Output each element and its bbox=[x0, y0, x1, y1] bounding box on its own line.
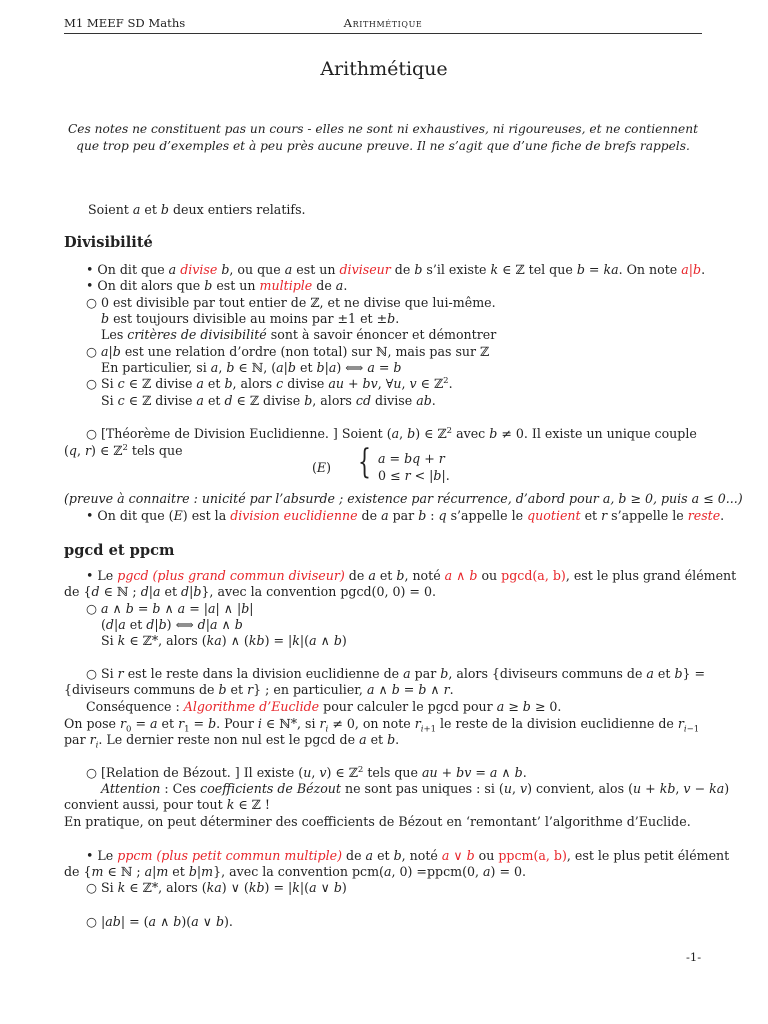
intro-text: Soient a et b deux entiers relatifs. bbox=[88, 202, 306, 217]
term-pgcd: pgcd (plus grand commun diviseur) bbox=[117, 568, 345, 583]
bezout-attention-cont: convient aussi, pour tout k ∈ ℤ ! bbox=[64, 797, 270, 812]
fact-trivial-divisors: b est toujours divisible au moins par ±1 et ±b. bbox=[101, 311, 400, 326]
fact-product: Si c ∈ ℤ divise a et d ∈ ℤ divise b, alors cd divise ab. bbox=[101, 393, 436, 408]
term-division: division euclidienne bbox=[230, 508, 358, 523]
def-divise: • On dit que a divise b, ou que a est un diviseur de b s’il existe k ∈ ℤ tel que b = ka. On note a|b. bbox=[86, 262, 706, 277]
theorem-division-cont: (q, r) ∈ ℤ$^2$ tels que bbox=[64, 442, 183, 458]
header-topic: Arithmétique bbox=[343, 16, 423, 30]
theorem-bezout: ○ [Relation de Bézout. ] Il existe (u, v) ∈ ℤ$^2$ tels que au + bv = a ∧ b. bbox=[86, 764, 527, 780]
disclaimer bbox=[64, 121, 702, 154]
disclaimer-line: Ces notes ne constituent pas un cours - elles ne sont ni exhaustives, ni rigoureuses, et ne contiennent bbox=[67, 122, 698, 136]
def-ppcm: • Le ppcm (plus petit commun multiple) de a et b, noté a ∨ b ou ppcm(a, b), est le plus petit élément bbox=[86, 848, 730, 863]
term-ppcm: ppcm (plus petit commun multiple) bbox=[117, 848, 343, 863]
term-wedge: a ∧ b bbox=[444, 568, 478, 583]
fact-criteres: Les critères de divisibilité sont à savoir énoncer et démontrer bbox=[101, 327, 497, 342]
def-multiple: • On dit alors que b est un multiple de a. bbox=[86, 278, 348, 293]
header-course: M1 MEEF SD Maths bbox=[64, 16, 186, 30]
page-number: -1- bbox=[686, 950, 702, 964]
system-label: (E) bbox=[312, 460, 332, 475]
term-divise: divise bbox=[180, 262, 218, 277]
euclide-steps: On pose $r_0 = a$ et $r_1 = b$. Pour i ∈ ℕ*, si $r_i \ne 0$, on note $r_{i+1}$ le reste de la division euclidienne de $r_{i-1}$ bbox=[64, 716, 700, 735]
theorem-division: ○ [Théorème de Division Euclidienne. ] Soient (a, b) ∈ ℤ$^2$ avec b ≠ 0. Il existe un unique couple bbox=[86, 425, 697, 441]
term-quotient: quotient bbox=[527, 508, 581, 523]
fact-order: ○ a|b est une relation d’ordre (non total) sur ℕ, mais pas sur ℤ bbox=[86, 344, 490, 359]
consequence-euclide: Conséquence : Algorithme d’Euclide pour calculer le pgcd pour a ≥ b ≥ 0. bbox=[86, 699, 562, 714]
term-multiple: multiple bbox=[259, 278, 313, 293]
term-pgcd-notation: pgcd(a, b) bbox=[501, 568, 566, 583]
euclide-steps-cont: par $r_i$. Le dernier reste non nul est le pgcd de a et b. bbox=[64, 732, 400, 751]
term-notation: a|b bbox=[681, 262, 702, 277]
section-heading-pgcd: pgcd et ppcm bbox=[64, 542, 175, 559]
def-pgcd: • Le pgcd (plus grand commun diviseur) de a et b, noté a ∧ b ou pgcd(a, b), est le plus grand élément bbox=[86, 568, 737, 583]
fact-reste: ○ Si r est le reste dans la division euclidienne de a par b, alors {diviseurs communs de a et b} = bbox=[86, 666, 706, 681]
term-vee: a ∨ b bbox=[441, 848, 475, 863]
disclaimer-line: que trop peu d’exemples et à peu près aucune preuve. Il ne s’agit que d’une fiche de brefs rappels. bbox=[76, 138, 690, 153]
proof-hint: (preuve à connaitre : unicité par l’absurde ; existence par récurrence, d’abord pour a, b ≥ 0, puis a ≤ 0...) bbox=[64, 491, 743, 506]
term-criteres: critères de divisibilité bbox=[127, 327, 267, 342]
def-ppcm-cont: de {m ∈ ℕ ; a|m et b|m}, avec la convention pcm(a, 0) =ppcm(0, a) = 0. bbox=[64, 864, 527, 879]
def-pgcd-cont: de {d ∈ ℕ ; d|a et d|b}, avec la convention pgcd(0, 0) = 0. bbox=[64, 584, 436, 599]
system-brace: { bbox=[358, 442, 371, 482]
term-coef-bezout: coefficients de Bézout bbox=[200, 781, 341, 796]
term-algo-euclide: Algorithme d’Euclide bbox=[183, 699, 320, 714]
fact-product-relation: ○ |ab| = (a ∧ b)(a ∨ b). bbox=[86, 914, 233, 929]
system-eq2: 0 ≤ r < |b|. bbox=[378, 468, 450, 483]
fact-linear: ○ Si c ∈ ℤ divise a et b, alors c divise au + bv, ∀u, v ∈ ℤ$^2$. bbox=[86, 375, 453, 391]
fact-zero: ○ 0 est divisible par tout entier de ℤ, et ne divise que lui-même. bbox=[86, 295, 496, 310]
running-header bbox=[64, 15, 702, 34]
fact-ppcm-homog: ○ Si k ∈ ℤ*, alors (ka) ∨ (kb) = |k|(a ∨ b) bbox=[86, 880, 347, 895]
bezout-practice: En pratique, on peut déterminer des coefficients de Bézout en ‘remontant’ l’algorithme d’Euclide. bbox=[64, 814, 691, 829]
section-heading-divisibilite: Divisibilité bbox=[64, 234, 153, 251]
page-title: Arithmétique bbox=[320, 58, 448, 80]
def-division: • On dit que (E) est la division euclidienne de a par b : q s’appelle le quotient et r s’appelle le reste. bbox=[86, 508, 725, 523]
fact-antisym: En particulier, si a, b ∈ ℕ, (a|b et b|a) ⟺ a = b bbox=[101, 360, 402, 375]
term-ppcm-notation: ppcm(a, b) bbox=[498, 848, 567, 863]
fact-pgcd-homog: Si k ∈ ℤ*, alors (ka) ∧ (kb) = |k|(a ∧ b) bbox=[101, 633, 347, 648]
term-reste: reste bbox=[687, 508, 721, 523]
fact-reste-cont: {diviseurs communs de b et r} ; en particulier, a ∧ b = b ∧ r. bbox=[64, 682, 454, 697]
term-diviseur: diviseur bbox=[339, 262, 391, 277]
fact-pgcd-div: (d|a et d|b) ⟺ d|a ∧ b bbox=[101, 617, 243, 632]
fact-pgcd-sym: ○ a ∧ b = b ∧ a = |a| ∧ |b| bbox=[86, 601, 254, 616]
bezout-attention: Attention : Ces coefficients de Bézout ne sont pas uniques : si (u, v) convient, alos (u + kb, v − ka) bbox=[101, 781, 730, 796]
system-eq1: a = bq + r bbox=[378, 451, 445, 466]
